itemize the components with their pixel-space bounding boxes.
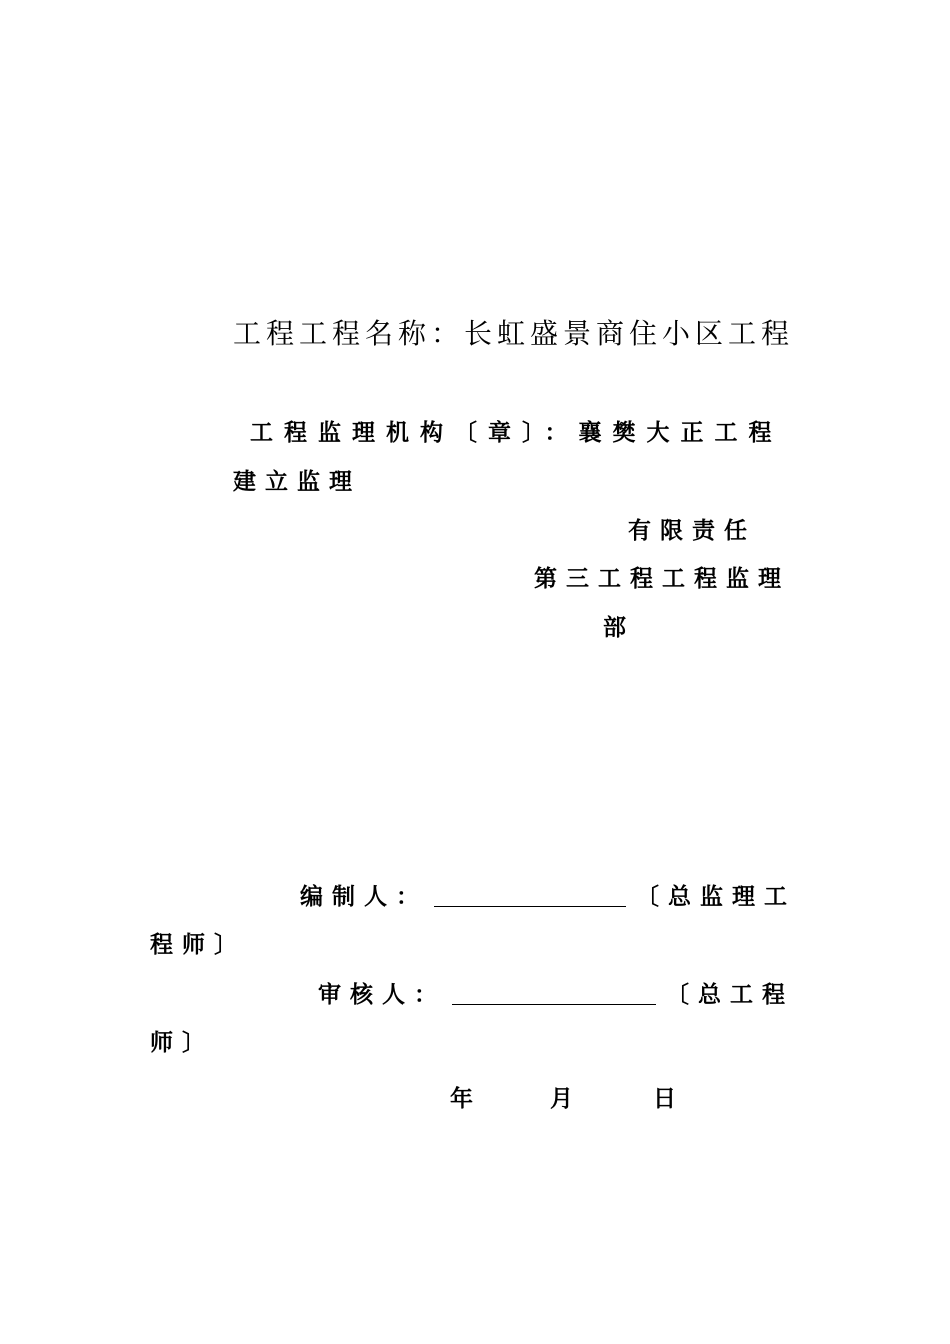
- supervision-org-line-3: 有限责任: [628, 518, 756, 544]
- editor-role: 〔总监理工: [636, 884, 796, 910]
- editor-signature-blank[interactable]: [434, 886, 626, 907]
- reviewer-signature-blank[interactable]: [452, 984, 656, 1005]
- date-month-label: 月: [550, 1086, 573, 1112]
- supervision-org-line-1: 工程监理机构〔章〕：襄樊大正工程: [250, 420, 783, 446]
- supervision-org-line-4: 第三工程工程监理: [534, 566, 790, 592]
- project-name-line: 工程工程名称：长虹盛景商住小区工程: [233, 317, 795, 350]
- supervision-org-line-2: 建立监理: [233, 469, 361, 495]
- reviewer-label: 审核人：: [318, 982, 446, 1008]
- date-row: [450, 1080, 690, 1112]
- editor-role-continuation: 程师〕: [150, 932, 246, 958]
- reviewer-signature-row: [318, 984, 794, 1007]
- editor-signature-row: [300, 886, 796, 909]
- reviewer-role-continuation: 师〕: [150, 1030, 214, 1056]
- reviewer-role: 〔总工程: [666, 982, 794, 1008]
- date-day-label: 日: [653, 1086, 676, 1112]
- date-year-label: 年: [450, 1086, 473, 1112]
- supervision-org-line-5: 部: [603, 615, 635, 641]
- editor-label: 编制人：: [300, 884, 428, 910]
